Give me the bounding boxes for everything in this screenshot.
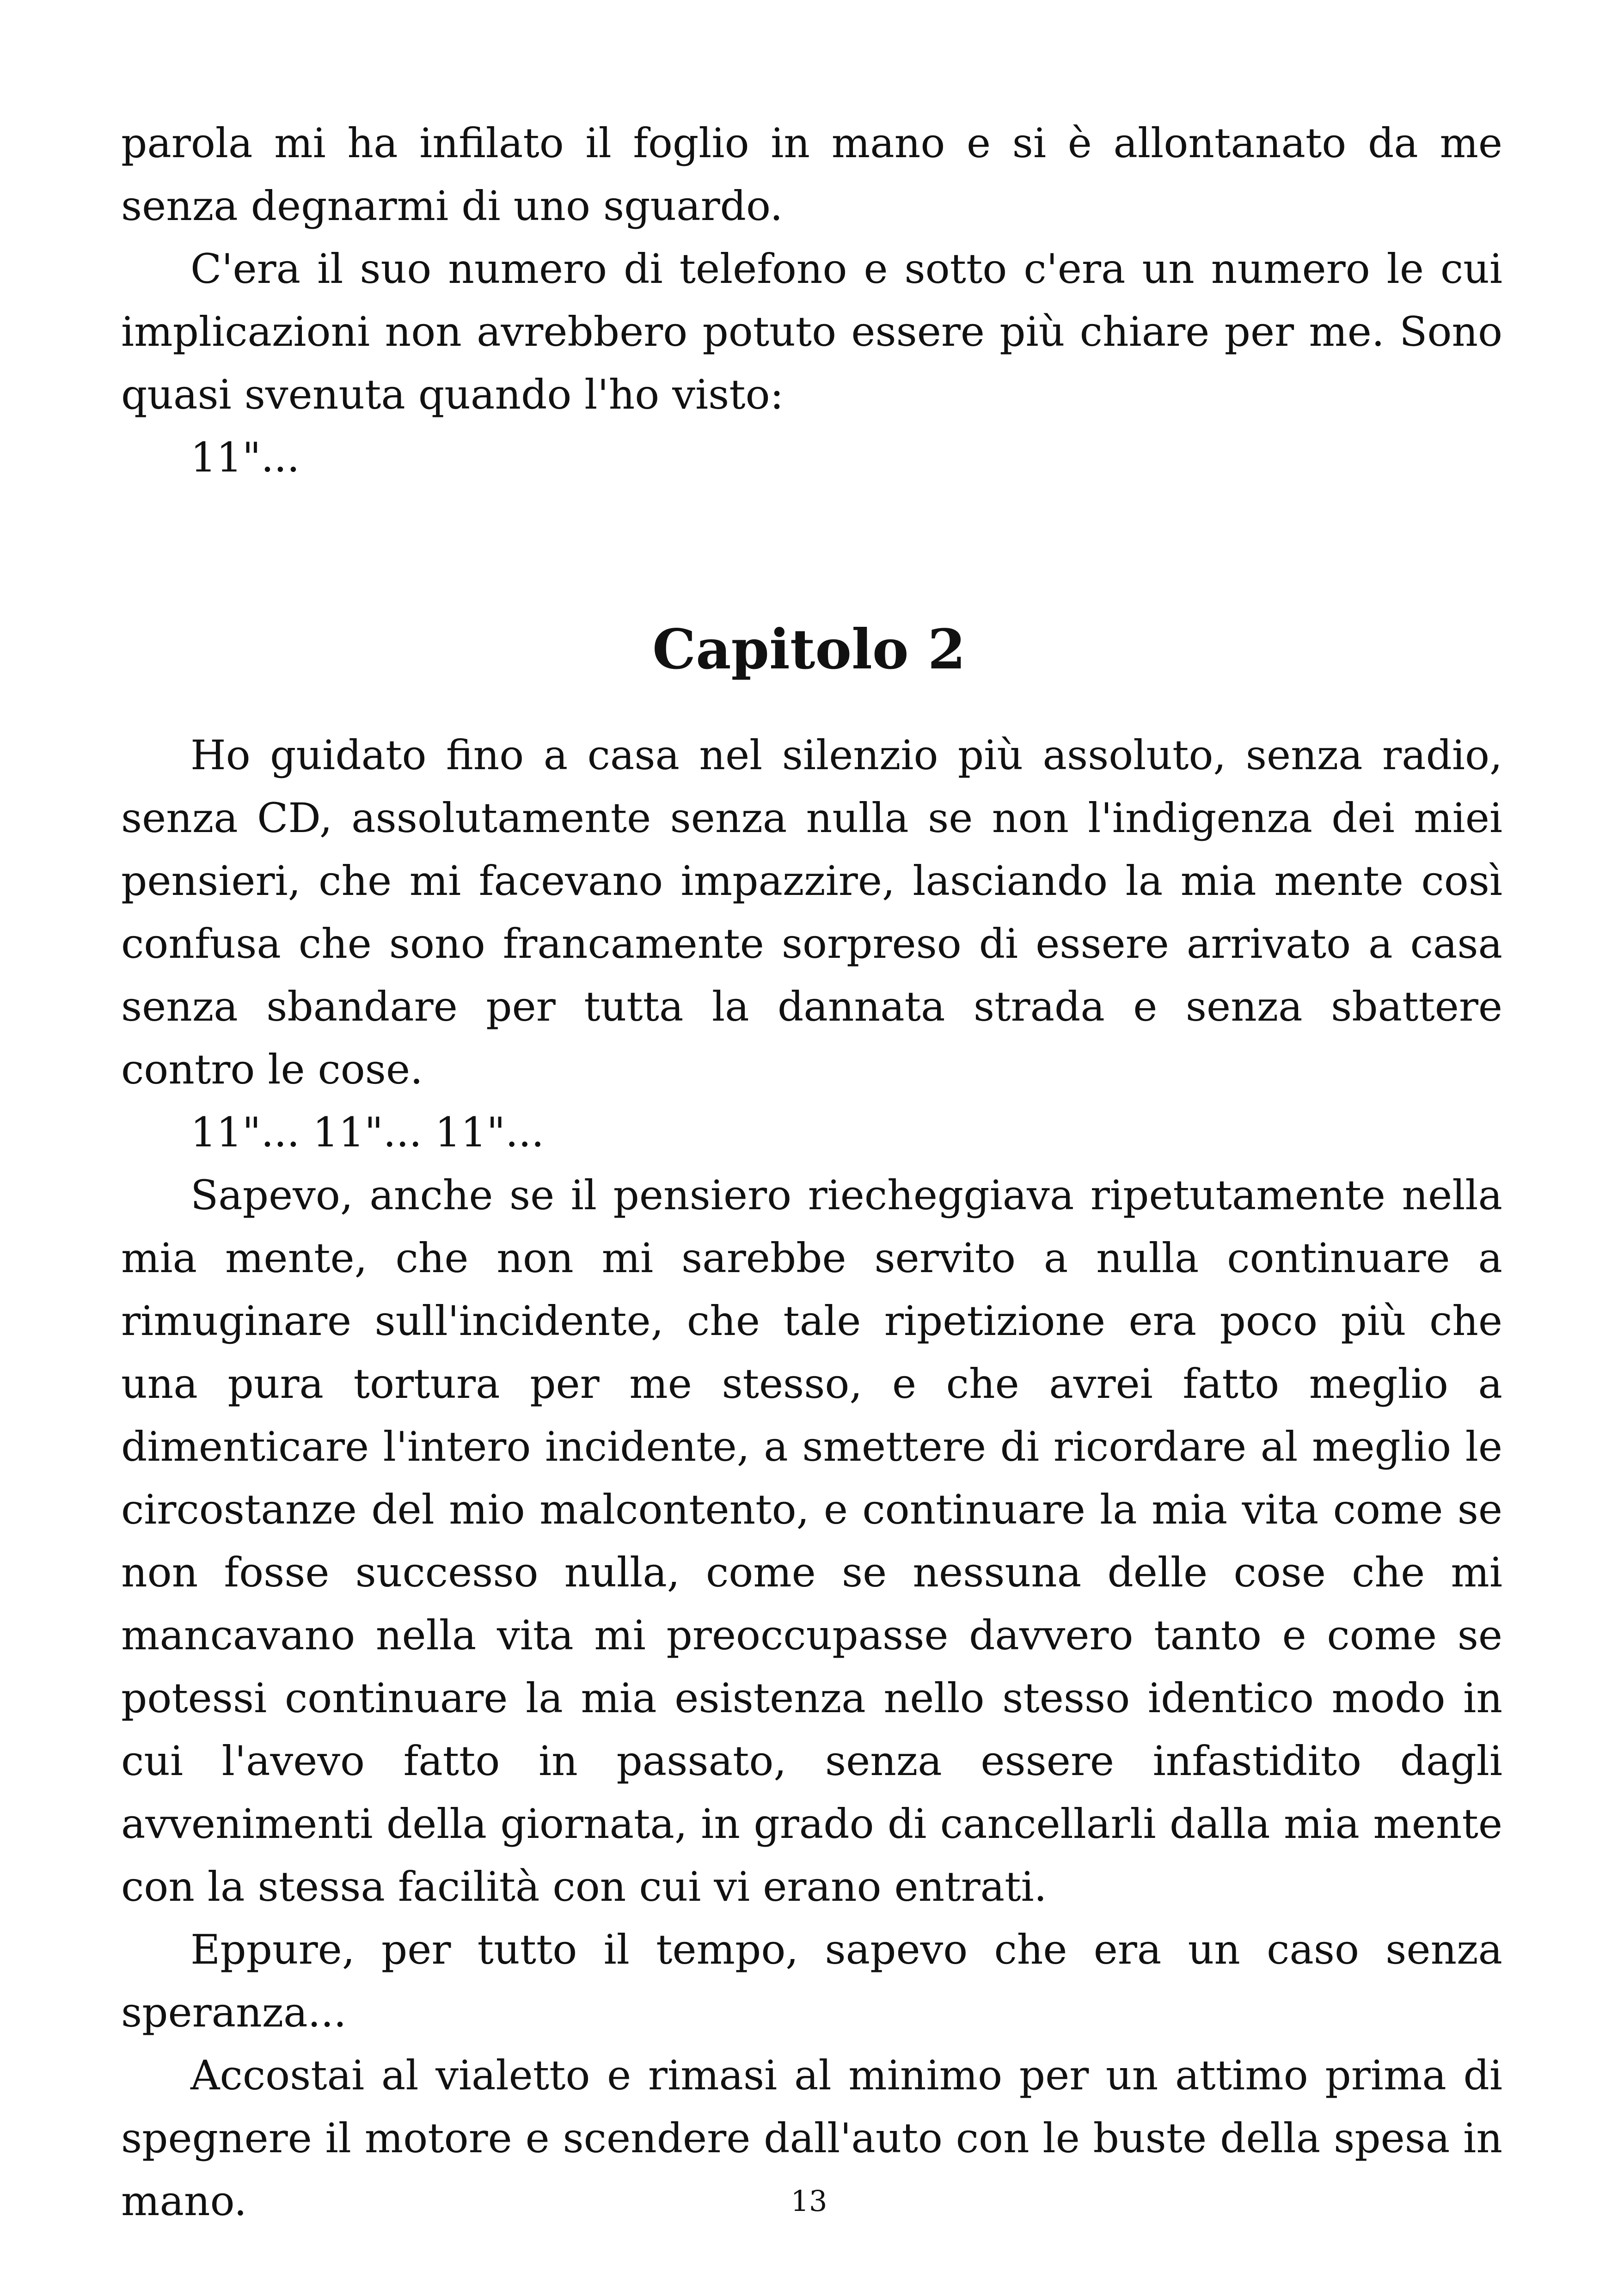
chapter-text: [121, 724, 1502, 2233]
paragraph: Eppure, per tutto il tempo, sapevo che era un caso senza speranza...: [121, 1926, 1502, 2036]
paragraph: 11"...: [190, 434, 300, 481]
chapter-title: Capitolo 2: [652, 617, 966, 681]
paragraph: Ho guidato fino a casa nel silenzio più assoluto, senza radio, senza CD, assolutamente senza nulla se non l'indigenza dei miei pensieri, che mi facevano impazzire, lasciando la mia mente così confusa che sono francamente sorpreso di essere arrivato a casa senza sbandare per tutta la dannata strada e senza sbattere contro le cose.: [121, 731, 1502, 1093]
paragraph: C'era il suo numero di telefono e sotto c'era un numero le cui implicazioni non avrebbero potuto essere più chiare per me. Sono quasi svenuta quando l'ho visto:: [121, 245, 1502, 418]
paragraph: 11"... 11"... 11"...: [190, 1108, 545, 1156]
paragraph: Accostai al vialetto e rimasi al minimo per un attimo prima di spegnere il motore e scendere dall'auto con le buste della spesa in mano.: [121, 2051, 1502, 2225]
paragraph: Sapevo, anche se il pensiero riecheggiava ripetutamente nella mia mente, che non mi sarebbe servito a nulla continuare a rimuginare sull'incidente, che tale ripetizione era poco più che una pura tortura per me stesso, e che avrei fatto meglio a dimenticare l'intero incidente, a smettere di ricordare al meglio le circostanze del mio malcontento, e continuare la mia vita come se non fosse successo nulla, come se nessuna delle cose che mi mancavano nella vita mi preoccupasse davvero tanto e come se potessi continuare la mia esistenza nello stesso identico modo in cui l'avevo fatto in passato, senza essere infastidito dagli avvenimenti della giornata, in grado di cancellarli dalla mia mente con la stessa facilità con cui vi erano entrati.: [121, 1171, 1502, 1910]
page-number: 13: [791, 2184, 827, 2218]
continued-text: [121, 112, 1502, 489]
paragraph: parola mi ha infilato il foglio in mano e si è allontanato da me senza degnarmi di uno sguardo.: [121, 119, 1502, 230]
